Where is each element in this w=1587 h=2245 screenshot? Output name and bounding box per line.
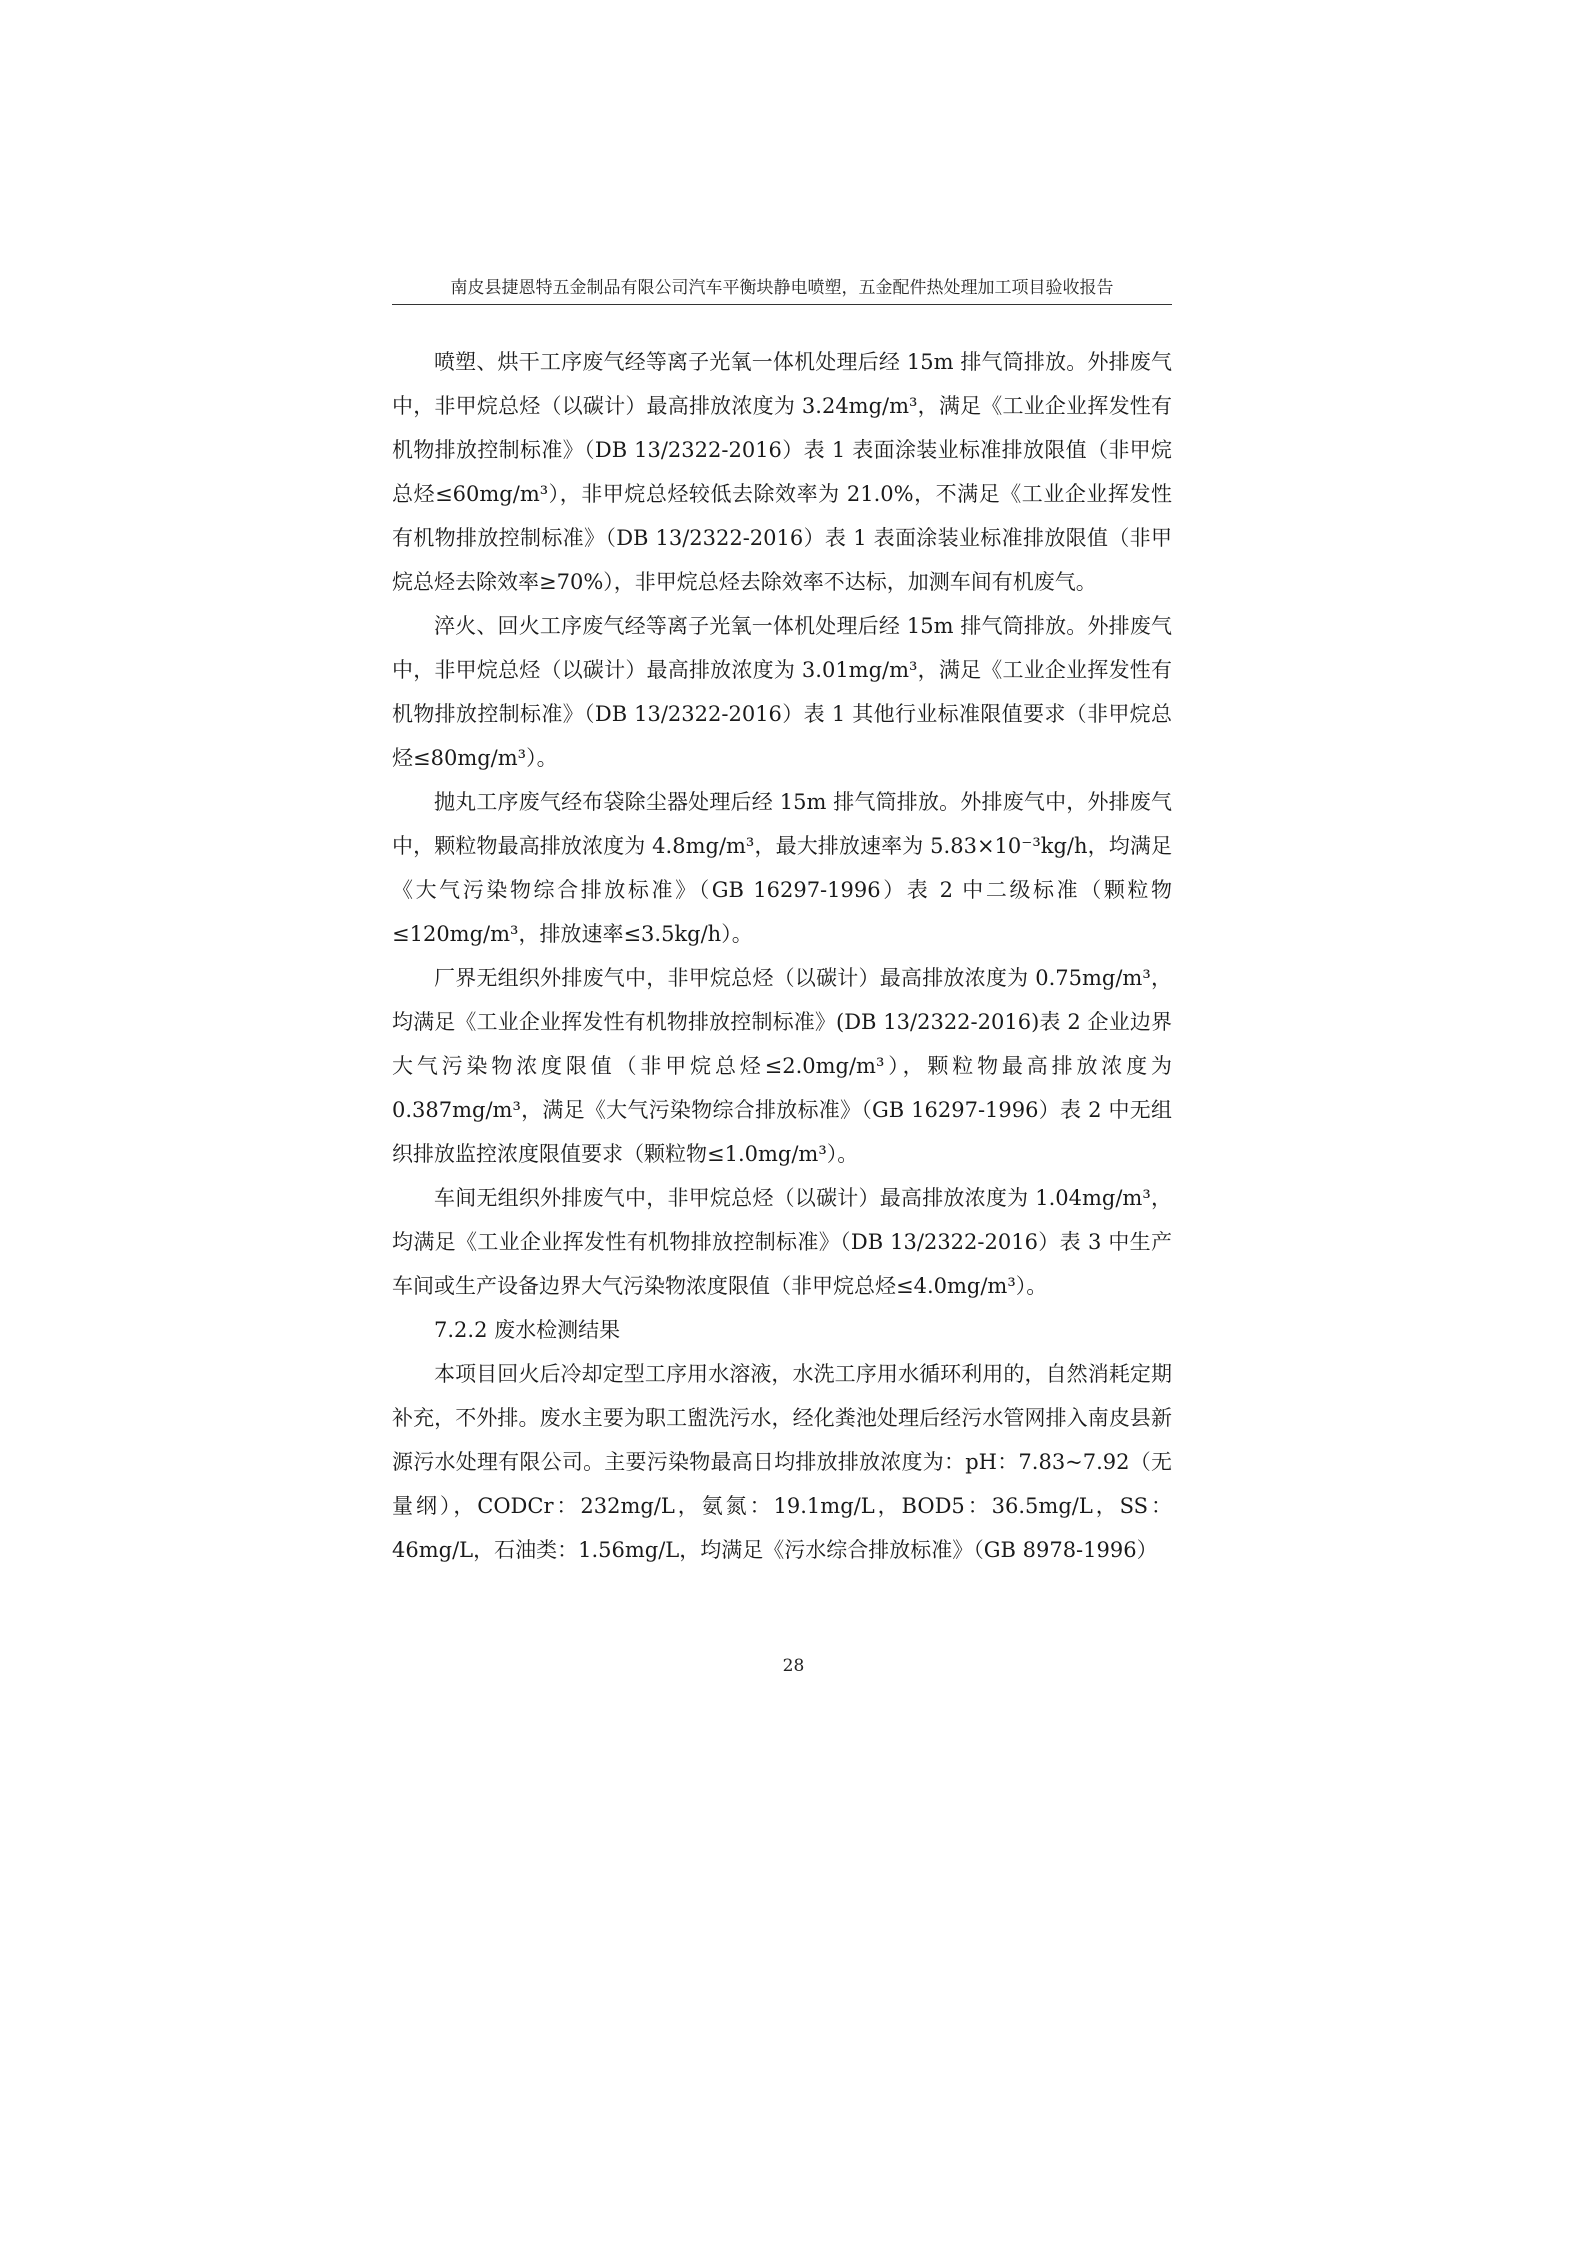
paragraph-wastewater-results: 本项目回火后冷却定型工序用水溶液，水洗工序用水循环利用的，自然消耗定期补充，不外排。废水主要为职工盥洗污水，经化粪池处理后经污水管网排入南皮县新源污水处理有限公司。主要污染物最高日均排放排放浓度为：pH：7.83~7.92（无量纲），CODCr：232mg/L，氨氮：19.1mg/L，BOD5：36.5mg/L，SS：46mg/L，石油类：1.56mg/L，均满足《污水综合排放标准》（GB 8978-1996） [392,1362,1172,1562]
page-header: 南皮县捷恩特五金制品有限公司汽车平衡块静电喷塑，五金配件热处理加工项目验收报告 [450,278,1114,298]
paragraph-workshop-fugitive-emission: 车间无组织外排废气中，非甲烷总烃（以碳计）最高排放浓度为 1.04mg/m³，均满足《工业企业挥发性有机物排放控制标准》（DB 13/2322-2016）表 3 中生产车间或生产设备边界大气污染物浓度限值（非甲烷总烃≤4.0mg/m³）。 [392,1186,1172,1298]
section-heading: 7.2.2 废水检测结果 [434,1318,621,1342]
paragraph-boundary-fugitive-emission: 厂界无组织外排废气中，非甲烷总烃（以碳计）最高排放浓度为 0.75mg/m³，均满足《工业企业挥发性有机物排放控制标准》(DB 13/2322-2016)表 2 企业边界大气污染物浓度限值（非甲烷总烃≤2.0mg/m³），颗粒物最高排放浓度为 0.387mg/m³，满足《大气污染物综合排放标准》（GB 16297-1996）表 2 中无组织排放监控浓度限值要求（颗粒物≤1.0mg/m³）。 [392,966,1172,1166]
page-number: 28 [782,1656,805,1676]
header-divider [392,304,1172,305]
paragraph-shot-blast-exhaust: 抛丸工序废气经布袋除尘器处理后经 15m 排气筒排放。外排废气中，外排废气中，颗粒物最高排放浓度为 4.8mg/m³，最大排放速率为 5.83×10⁻³kg/h，均满足《大气污染物综合排放标准》（GB 16297-1996）表 2 中二级标准（颗粒物≤120mg/m³，排放速率≤3.5kg/h）。 [392,790,1172,946]
paragraph-spray-drying-exhaust: 喷塑、烘干工序废气经等离子光氧一体机处理后经 15m 排气筒排放。外排废气中，非甲烷总烃（以碳计）最高排放浓度为 3.24mg/m³，满足《工业企业挥发性有机物排放控制标准》（DB 13/2322-2016）表 1 表面涂装业标准排放限值（非甲烷总烃≤60mg/m³），非甲烷总烃较低去除效率为 21.0%，不满足《工业企业挥发性有机物排放控制标准》（DB 13/2322-2016）表 1 表面涂装业标准排放限值（非甲烷总烃去除效率≥70%），非甲烷总烃去除效率不达标，加测车间有机废气。 [392,350,1172,594]
paragraph-quench-temper-exhaust: 淬火、回火工序废气经等离子光氧一体机处理后经 15m 排气筒排放。外排废气中，非甲烷总烃（以碳计）最高排放浓度为 3.01mg/m³，满足《工业企业挥发性有机物排放控制标准》（DB 13/2322-2016）表 1 其他行业标准限值要求（非甲烷总烃≤80mg/m³）。 [392,614,1172,770]
document-body [392,340,1172,1572]
